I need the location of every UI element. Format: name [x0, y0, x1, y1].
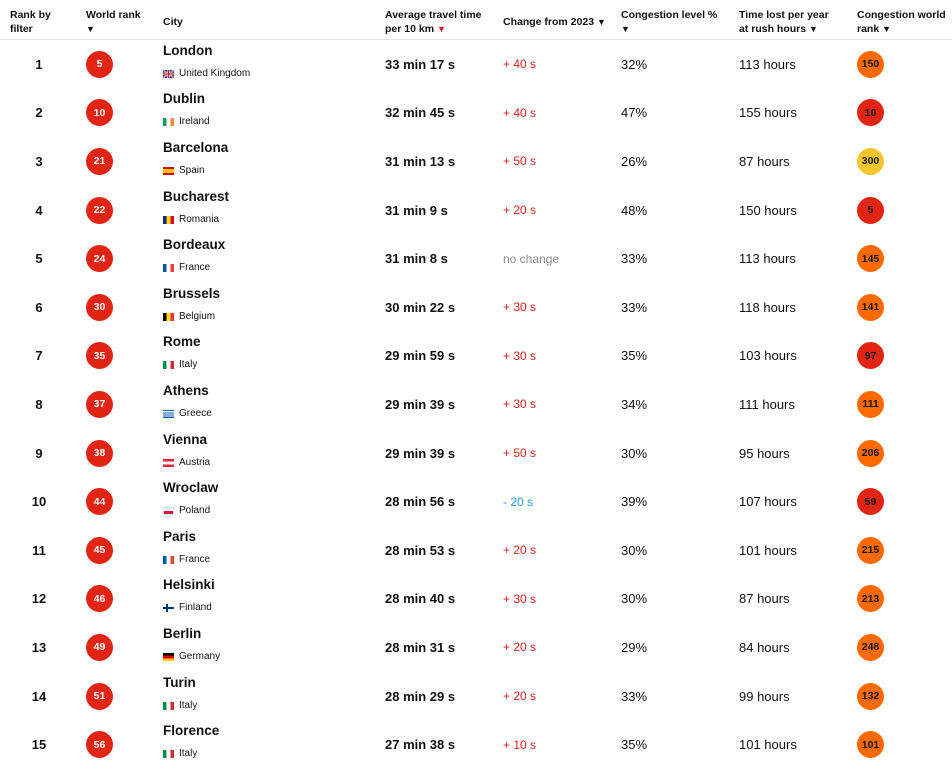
rank-by-filter-cell: [0, 300, 78, 315]
world-rank-cell: [78, 51, 155, 78]
city-name[interactable]: Rome: [163, 334, 201, 350]
avg-travel-time-cell: 28 min 56 s: [385, 494, 456, 510]
city-name[interactable]: Athens: [163, 382, 209, 398]
city-cell: [155, 334, 376, 371]
header-label: Congestion world: [857, 9, 946, 21]
austria-flag-icon: [163, 459, 174, 467]
avg-travel-time-cell: 29 min 39 s: [385, 445, 456, 461]
congestion-world-rank-badge: 10: [857, 99, 884, 126]
world-rank-cell: [78, 585, 155, 612]
table-row[interactable]: [0, 720, 952, 769]
city-cell: [155, 431, 376, 469]
avg-travel-time-cell: 28 min 40 s: [385, 591, 456, 607]
country-line: [163, 262, 376, 274]
time-lost-cell: 103 hours: [739, 348, 797, 364]
world-rank-badge: 56: [86, 731, 113, 758]
poland-flag-icon: [163, 507, 174, 515]
italy-flag-icon: [163, 750, 174, 758]
city-name[interactable]: London: [163, 42, 213, 58]
rank-value: 12: [31, 591, 47, 607]
congestion-world-rank-badge: 215: [857, 537, 884, 564]
time-lost-cell: 99 hours: [739, 688, 790, 704]
header-congestion-world-rank[interactable]: [848, 0, 952, 39]
change-from-2023-cell: + 30 s: [503, 348, 537, 363]
city-name[interactable]: Wroclaw: [163, 480, 219, 496]
congestion-world-rank-cell: [848, 731, 952, 758]
time-lost-cell: 113 hours: [739, 56, 796, 72]
city-name[interactable]: Barcelona: [163, 139, 229, 155]
sort-arrow-active-icon: ▼: [436, 24, 446, 34]
country-line: [163, 748, 376, 760]
congestion-world-rank-badge: 132: [857, 683, 884, 710]
time-lost-cell: 95 hours: [739, 445, 790, 461]
city-cell: [155, 625, 376, 663]
congestion-world-rank-cell: [848, 245, 952, 272]
ireland-flag-icon: [163, 118, 174, 126]
time-lost-cell: 101 hours: [739, 737, 797, 753]
header-label: World rank: [86, 9, 141, 21]
time-lost-cell: 155 hours: [739, 105, 797, 121]
rank-by-filter-cell: [0, 737, 78, 752]
rank-by-filter-cell: [0, 251, 78, 266]
country-line: [163, 68, 376, 80]
rank-value: 10: [31, 494, 47, 510]
avg-travel-time-cell: 32 min 45 s: [385, 105, 456, 121]
rank-by-filter-cell: [0, 57, 78, 72]
italy-flag-icon: [163, 702, 174, 710]
header-label: filter: [10, 23, 33, 35]
world-rank-badge: 44: [86, 488, 113, 515]
world-rank-badge: 30: [86, 294, 113, 321]
country-name: Greece: [179, 407, 212, 419]
congestion-level-cell: 29%: [621, 639, 648, 655]
world-rank-cell: [78, 294, 155, 321]
header-congestion-level[interactable]: [612, 0, 730, 39]
world-rank-badge: 37: [86, 391, 113, 418]
finland-flag-icon: [163, 604, 174, 612]
change-from-2023-cell: + 20 s: [503, 543, 537, 558]
time-lost-cell: 118 hours: [739, 299, 796, 315]
world-rank-cell: [78, 197, 155, 224]
congestion-world-rank-badge: 300: [857, 148, 884, 175]
header-label: Time lost per year: [739, 9, 829, 21]
table-body: [0, 40, 952, 769]
congestion-world-rank-cell: [848, 197, 952, 224]
congestion-level-cell: 35%: [621, 737, 648, 753]
sort-arrow-icon: ▼: [621, 24, 630, 34]
rank-value: 1: [35, 56, 43, 72]
time-lost-cell: 113 hours: [739, 251, 796, 267]
germany-flag-icon: [163, 653, 174, 661]
table-row[interactable]: [0, 526, 952, 575]
country-name: Italy: [179, 699, 198, 711]
france-flag-icon: [163, 264, 174, 272]
country-name: Germany: [179, 650, 221, 662]
city-name[interactable]: Vienna: [163, 431, 208, 447]
change-from-2023-cell: + 50 s: [503, 154, 537, 169]
world-rank-badge: 46: [86, 585, 113, 612]
congestion-world-rank-cell: [848, 488, 952, 515]
world-rank-cell: [78, 99, 155, 126]
country-line: [163, 651, 376, 663]
country-name: Austria: [179, 456, 211, 468]
world-rank-badge: 24: [86, 245, 113, 272]
change-from-2023-cell: + 20 s: [503, 689, 537, 704]
congestion-level-cell: 39%: [621, 494, 648, 510]
avg-travel-time-cell: 29 min 59 s: [385, 348, 456, 364]
header-city[interactable]: [155, 0, 376, 39]
congestion-world-rank-badge: 97: [857, 342, 884, 369]
congestion-world-rank-cell: [848, 99, 952, 126]
header-time-lost[interactable]: [730, 0, 848, 39]
congestion-level-cell: 30%: [621, 591, 648, 607]
world-rank-cell: [78, 342, 155, 369]
city-cell: [155, 42, 376, 80]
header-label: Change from 2023: [503, 16, 595, 28]
avg-travel-time-cell: 31 min 13 s: [385, 153, 456, 169]
change-from-2023-cell: - 20 s: [503, 494, 534, 509]
avg-travel-time-cell: 27 min 38 s: [385, 737, 456, 753]
city-name[interactable]: Dublin: [163, 91, 205, 107]
rank-by-filter-cell: [0, 154, 78, 169]
country-line: [163, 359, 376, 371]
country-name: Spain: [179, 164, 205, 176]
congestion-world-rank-cell: [848, 634, 952, 661]
country-line: [163, 554, 376, 566]
header-rank-by-filter[interactable]: [0, 0, 78, 39]
city-name[interactable]: Bucharest: [163, 188, 230, 204]
header-label: Congestion level %: [621, 9, 718, 21]
world-rank-cell: [78, 148, 155, 175]
city-name[interactable]: Helsinki: [163, 577, 215, 593]
rank-by-filter-cell: [0, 446, 78, 461]
world-rank-cell: [78, 731, 155, 758]
change-from-2023-cell: no change: [503, 251, 560, 266]
congestion-world-rank-badge: 213: [857, 585, 884, 612]
change-from-2023-cell: + 50 s: [503, 446, 537, 461]
country-name: United Kingdom: [179, 67, 251, 79]
congestion-level-cell: 33%: [621, 688, 648, 704]
rank-value: 11: [32, 542, 46, 558]
congestion-level-cell: 34%: [621, 396, 648, 412]
world-rank-badge: 51: [86, 683, 113, 710]
uk-flag-icon: [163, 70, 174, 78]
romania-flag-icon: [163, 216, 174, 224]
rank-value: 7: [35, 348, 43, 364]
congestion-level-cell: 33%: [621, 299, 648, 315]
rank-by-filter-cell: [0, 348, 78, 363]
world-rank-badge: 35: [86, 342, 113, 369]
congestion-world-rank-badge: 111: [857, 391, 884, 418]
change-from-2023-cell: + 20 s: [503, 203, 537, 218]
world-rank-badge: 22: [86, 197, 113, 224]
world-rank-cell: [78, 634, 155, 661]
table-row[interactable]: [0, 429, 952, 478]
time-lost-cell: 150 hours: [739, 202, 797, 218]
country-line: [163, 165, 376, 177]
city-cell: [155, 237, 376, 274]
country-line: [163, 116, 376, 128]
avg-travel-time-cell: 28 min 29 s: [385, 688, 456, 704]
change-from-2023-cell: + 30 s: [503, 300, 537, 315]
header-avg-travel-time[interactable]: [376, 0, 494, 39]
congestion-world-rank-cell: [848, 683, 952, 710]
country-line: [163, 505, 376, 517]
world-rank-cell: [78, 391, 155, 418]
table-row[interactable]: [0, 186, 952, 235]
table-row[interactable]: [0, 623, 952, 672]
table-row[interactable]: [0, 380, 952, 429]
table-header: [0, 0, 952, 40]
congestion-level-cell: 33%: [621, 251, 648, 267]
world-rank-cell: [78, 245, 155, 272]
city-name[interactable]: Berlin: [163, 625, 202, 641]
time-lost-cell: 111 hours: [739, 396, 795, 412]
country-line: [163, 214, 376, 226]
congestion-level-cell: 35%: [621, 348, 648, 364]
france-flag-icon: [163, 556, 174, 564]
country-line: [163, 311, 376, 323]
header-world-rank[interactable]: [78, 0, 155, 39]
table-row[interactable]: [0, 40, 952, 89]
congestion-world-rank-cell: [848, 51, 952, 78]
table-row[interactable]: [0, 477, 952, 526]
world-rank-badge: 21: [86, 148, 113, 175]
congestion-world-rank-badge: 150: [857, 51, 884, 78]
country-name: Belgium: [179, 310, 216, 322]
table-row[interactable]: [0, 332, 952, 381]
rank-value: 14: [31, 688, 47, 704]
country-name: Romania: [179, 213, 220, 225]
header-label: rank: [857, 23, 880, 35]
congestion-world-rank-badge: 145: [857, 245, 884, 272]
city-cell: [155, 285, 376, 323]
change-from-2023-cell: + 10 s: [503, 737, 537, 752]
congestion-world-rank-cell: [848, 391, 952, 418]
rank-value: 2: [35, 105, 43, 121]
belgium-flag-icon: [163, 313, 174, 321]
congestion-level-cell: 47%: [621, 105, 648, 121]
rank-value: 13: [31, 639, 47, 655]
rank-by-filter-cell: [0, 494, 78, 509]
avg-travel-time-cell: 28 min 31 s: [385, 639, 456, 655]
congestion-level-cell: 32%: [621, 56, 648, 72]
city-cell: [155, 674, 376, 712]
city-cell: [155, 480, 376, 517]
congestion-world-rank-badge: 141: [857, 294, 884, 321]
sort-arrow-icon: ▼: [882, 24, 892, 34]
congestion-world-rank-cell: [848, 440, 952, 467]
city-cell: [155, 382, 376, 420]
rank-value: 4: [35, 202, 43, 218]
congestion-level-cell: 26%: [621, 153, 648, 169]
congestion-level-cell: 48%: [621, 202, 648, 218]
congestion-world-rank-cell: [848, 294, 952, 321]
rank-by-filter-cell: [0, 543, 78, 558]
header-change-from-2023[interactable]: [494, 0, 612, 39]
country-name: Italy: [179, 748, 198, 760]
world-rank-cell: [78, 440, 155, 467]
rank-by-filter-cell: [0, 397, 78, 412]
congestion-world-rank-badge: 101: [857, 731, 884, 758]
country-name: Ireland: [179, 116, 210, 128]
sort-arrow-icon: ▼: [596, 17, 606, 27]
world-rank-badge: 49: [86, 634, 113, 661]
time-lost-cell: 101 hours: [739, 542, 797, 558]
time-lost-cell: 87 hours: [739, 153, 790, 169]
rank-by-filter-cell: [0, 640, 78, 655]
world-rank-badge: 5: [86, 51, 113, 78]
world-rank-cell: [78, 683, 155, 710]
table-row[interactable]: [0, 234, 952, 283]
table-row[interactable]: [0, 575, 952, 624]
avg-travel-time-cell: 30 min 22 s: [385, 299, 456, 315]
country-name: Poland: [179, 505, 211, 517]
world-rank-cell: [78, 537, 155, 564]
city-cell: [155, 91, 376, 128]
city-cell: [155, 188, 376, 226]
congestion-world-rank-badge: 5: [857, 197, 884, 224]
country-line: [163, 457, 376, 469]
congestion-level-cell: 30%: [621, 542, 648, 558]
rank-by-filter-cell: [0, 591, 78, 606]
congestion-world-rank-badge: 59: [857, 488, 884, 515]
sort-arrow-icon: ▼: [86, 24, 95, 34]
congestion-level-cell: 30%: [621, 445, 648, 461]
rank-by-filter-cell: [0, 105, 78, 120]
congestion-world-rank-cell: [848, 148, 952, 175]
rank-value: 3: [35, 153, 43, 169]
country-name: France: [179, 553, 211, 565]
table-row[interactable]: [0, 672, 952, 721]
change-from-2023-cell: + 30 s: [503, 591, 537, 606]
header-label: City: [163, 16, 183, 28]
rank-by-filter-cell: [0, 203, 78, 218]
rank-value: 8: [35, 396, 43, 412]
congestion-world-rank-badge: 248: [857, 634, 884, 661]
country-name: Italy: [179, 359, 198, 371]
rank-value: 5: [35, 251, 43, 267]
city-cell: [155, 528, 376, 566]
congestion-world-rank-cell: [848, 585, 952, 612]
avg-travel-time-cell: 31 min 8 s: [385, 251, 448, 267]
rank-value: 9: [35, 445, 43, 461]
avg-travel-time-cell: 29 min 39 s: [385, 396, 456, 412]
avg-travel-time-cell: 28 min 53 s: [385, 542, 456, 558]
world-rank-badge: 38: [86, 440, 113, 467]
city-cell: [155, 723, 376, 760]
header-label: at rush hours: [739, 23, 807, 35]
country-name: France: [179, 262, 211, 274]
table-row[interactable]: [0, 283, 952, 332]
avg-travel-time-cell: 33 min 17 s: [385, 56, 456, 72]
city-name[interactable]: Turin: [163, 674, 196, 690]
header-label: Average travel time: [385, 9, 482, 21]
city-name[interactable]: Bordeaux: [163, 237, 226, 253]
change-from-2023-cell: + 40 s: [503, 57, 537, 72]
time-lost-cell: 87 hours: [739, 591, 790, 607]
congestion-world-rank-cell: [848, 342, 952, 369]
greece-flag-icon: [163, 410, 174, 418]
change-from-2023-cell: + 20 s: [503, 640, 537, 655]
world-rank-badge: 45: [86, 537, 113, 564]
congestion-world-rank-cell: [848, 537, 952, 564]
sort-arrow-icon: ▼: [809, 24, 818, 34]
world-rank-cell: [78, 488, 155, 515]
city-name[interactable]: Florence: [163, 723, 220, 739]
spain-flag-icon: [163, 167, 174, 175]
table-row[interactable]: [0, 137, 952, 186]
country-line: [163, 408, 376, 420]
city-name[interactable]: Brussels: [163, 285, 221, 301]
country-line: [163, 602, 376, 614]
change-from-2023-cell: + 40 s: [503, 105, 537, 120]
country-name: Finland: [179, 602, 212, 614]
avg-travel-time-cell: 31 min 9 s: [385, 202, 448, 218]
header-label: per 10 km: [385, 23, 435, 35]
time-lost-cell: 107 hours: [739, 494, 797, 510]
rank-by-filter-cell: [0, 689, 78, 704]
rank-value: 15: [31, 737, 47, 753]
city-cell: [155, 577, 376, 614]
world-rank-badge: 10: [86, 99, 113, 126]
city-name[interactable]: Paris: [163, 528, 197, 544]
header-label: Rank by: [10, 9, 51, 21]
change-from-2023-cell: + 30 s: [503, 397, 537, 412]
time-lost-cell: 84 hours: [739, 639, 790, 655]
congestion-world-rank-badge: 206: [857, 440, 884, 467]
table-row[interactable]: [0, 89, 952, 138]
italy-flag-icon: [163, 361, 174, 369]
city-cell: [155, 139, 376, 177]
rank-value: 6: [35, 299, 43, 315]
country-line: [163, 700, 376, 712]
